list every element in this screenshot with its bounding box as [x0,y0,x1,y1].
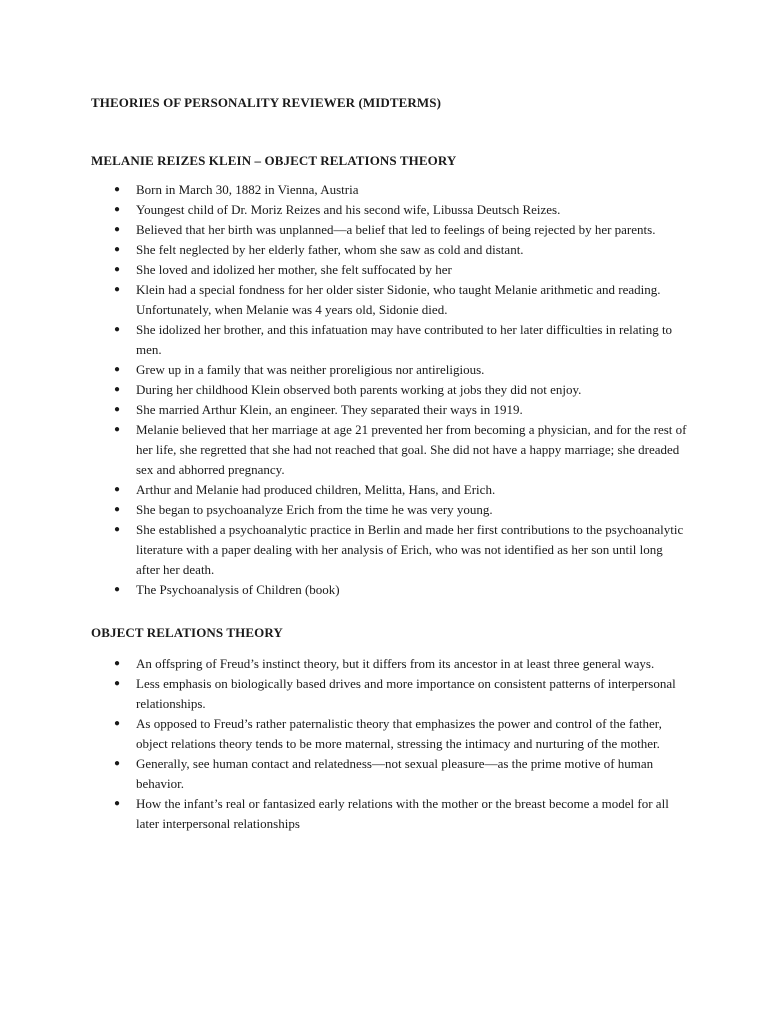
bullet-icon: ● [114,244,121,255]
list-item [91,580,688,600]
bullet-icon: ● [114,284,121,295]
list-item [91,654,688,674]
list-item [91,420,688,480]
bullet-icon: ● [114,384,121,395]
bullet-icon: ● [114,758,121,769]
list-item [91,714,688,754]
list-item [91,380,688,400]
bullet-list-klein [91,180,688,600]
list-item-text: Born in March 30, 1882 in Vienna, Austria [136,182,359,197]
bullet-icon: ● [114,424,121,435]
list-item [91,674,688,714]
list-item-text: The Psychoanalysis of Children (book) [136,582,340,597]
bullet-icon: ● [114,584,121,595]
list-item-text: During her childhood Klein observed both parents working at jobs they did not enjoy. [136,382,582,397]
list-item [91,180,688,200]
list-item [91,754,688,794]
bullet-icon: ● [114,364,121,375]
list-item [91,480,688,500]
list-item [91,500,688,520]
bullet-icon: ● [114,404,121,415]
bullet-icon: ● [114,798,121,809]
list-item [91,280,688,320]
list-item-text: Less emphasis on biologically based drives and more importance on consistent patterns of interpersonal relationships. [136,676,676,711]
list-item [91,520,688,580]
list-item-text: An offspring of Freud’s instinct theory, but it differs from its ancestor in at least three general ways. [136,656,655,671]
list-item-text: Youngest child of Dr. Moriz Reizes and his second wife, Libussa Deutsch Reizes. [136,202,561,217]
list-item-text: Klein had a special fondness for her older sister Sidonie, who taught Melanie arithmetic and reading. Unfortunately, when Melanie was 4 years old, Sidonie died. [136,282,661,317]
bullet-icon: ● [114,658,121,669]
bullet-icon: ● [114,204,121,215]
list-item-text: Generally, see human contact and relatedness—not sexual pleasure—as the prime motive of human behavior. [136,756,654,791]
list-item [91,320,688,360]
list-item [91,260,688,280]
list-item [91,400,688,420]
list-item-text: She began to psychoanalyze Erich from the time he was very young. [136,502,493,517]
list-item-text: She loved and idolized her mother, she felt suffocated by her [136,262,452,277]
list-item-text: Arthur and Melanie had produced children, Melitta, Hans, and Erich. [136,482,496,497]
bullet-icon: ● [114,718,121,729]
list-item-text: She established a psychoanalytic practice in Berlin and made her first contributions to the psychoanalytic literature with a paper dealing with her analysis of Erich, who was not identified as her son until long after her death. [136,522,684,577]
section-heading-object-relations: OBJECT RELATIONS THEORY [91,625,283,640]
bullet-icon: ● [114,264,121,275]
list-item-text: She idolized her brother, and this infatuation may have contributed to her later difficulties in relating to men. [136,322,673,357]
list-item-text: She married Arthur Klein, an engineer. They separated their ways in 1919. [136,402,523,417]
list-item [91,794,688,834]
list-item [91,240,688,260]
bullet-icon: ● [114,324,121,335]
list-item-text: As opposed to Freud’s rather paternalistic theory that emphasizes the power and control of the father, object relations theory tends to be more maternal, stressing the intimacy and nurturing of the mother. [136,716,662,751]
bullet-icon: ● [114,184,121,195]
bullet-icon: ● [114,524,121,535]
section-heading-klein: MELANIE REIZES KLEIN – OBJECT RELATIONS THEORY [91,153,457,168]
document-title: THEORIES OF PERSONALITY REVIEWER (MIDTERMS) [91,95,442,110]
list-item [91,360,688,380]
bullet-icon: ● [114,224,121,235]
list-item-text: How the infant’s real or fantasized early relations with the mother or the breast become a model for all later interpersonal relationships [136,796,669,831]
bullet-list-object-relations [91,654,688,834]
list-item-text: Melanie believed that her marriage at age 21 prevented her from becoming a physician, and for the rest of her life, she regretted that she had not reached that goal. She did not have a happy marriage; she dreaded sex and abhorred pregnancy. [136,422,687,477]
bullet-icon: ● [114,504,121,515]
list-item [91,200,688,220]
list-item-text: Grew up in a family that was neither proreligious nor antireligious. [136,362,485,377]
list-item [91,220,688,240]
list-item-text: Believed that her birth was unplanned—a belief that led to feelings of being rejected by her parents. [136,222,656,237]
list-item-text: She felt neglected by her elderly father, whom she saw as cold and distant. [136,242,524,257]
bullet-icon: ● [114,678,121,689]
bullet-icon: ● [114,484,121,495]
